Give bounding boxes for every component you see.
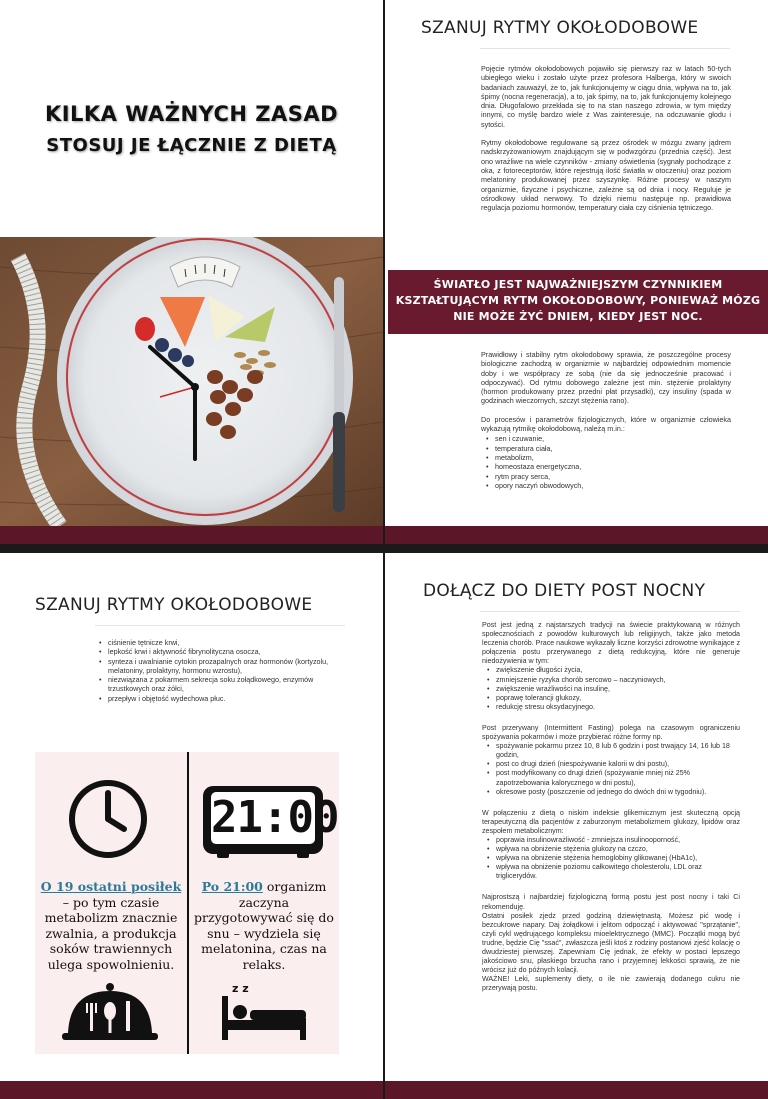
list-item: • poprawia insulinowrażliwość - zmniejsza insulinooporność,	[496, 836, 740, 845]
list-item: • okresowe posty (poszczenie od jednego do dwóch dni w tygodniu).	[496, 788, 740, 797]
digital-clock-icon	[203, 786, 339, 854]
sleep-link[interactable]: Po 21:00	[201, 879, 263, 894]
list-item: • zwiększenie wrażliwości na insulinę,	[496, 685, 740, 694]
important-note: WAŻNE! Leki, suplementy diety, o ile nie zawierają dodanego cukru nie przerywają postu.	[482, 975, 740, 993]
list-item: • lepkość krwi i aktywność fibrynolityczna osocza,	[108, 647, 344, 656]
page-4	[385, 553, 768, 1099]
highlight-banner: ŚWIATŁO JEST NAJWAŻNIEJSZYM CZYNNIKIEM KSZTAŁTUJĄCYM RYTM OKOŁODOBOWY, PONIEWAŻ MÓZG NIE MOŻE ŻYĆ DNIEM, KIEDY JEST NOC.	[388, 270, 768, 334]
paragraph: Rytmy okołodobowe regulowane są przez ośrodek w mózgu zwany jądrem nadskrzyżowaniowym znajdującym się w podwzgórzu (przednia część). Jest ono wrażliwe na wiele czynników - zmiany oświetlenia (sygnały pochodzące z oka, z fotoreceptorów, które rejestrują ilość światła w otoczeniu) oraz poziom melatoniny produkowanej przez szyszynkę. Różne procesy w naszym organizmie, fizyczne i psychiczne, zależne są od dnia i nocy. Reguluje je ośrodkowy układ nerwowy. To dzięki niemu następuje np. prawidłowa regulacja poziomu hormonów, temperatury ciała czy ciśnienia tętniczego.	[481, 138, 731, 213]
digital-clock-time: 21:00	[211, 792, 339, 843]
card-divider	[187, 752, 189, 1054]
list-item: • wpływa na obniżenie poziomu całkowitego cholesterolu, LDL oraz triglicerydów.	[496, 863, 740, 881]
list-item: • spożywanie pokarmu przez 10, 8 lub 6 godzin i post trwający 14, 16 lub 18 godzin,	[496, 742, 740, 760]
list-item: • metabolizm,	[495, 453, 731, 462]
plate-clock-photo	[0, 237, 383, 526]
paragraph: Pojęcie rytmów okołodobowych pojawiło się pierwszy raz w latach 50-tych ubiegłego wieku i zostało użyte przez profesora Halberga, który w swoich badaniach zauważył, że to, jak funkcjonujemy w ciągu dnia, wpływa na to, jak śpimy (nocna regeneracja), a to, jak śpimy, na to, jak funkcjonujemy kolejnego dnia. Długofalowo przekłada się to na stan naszego zdrowia, w tym między innymi, co myślę bardzo wiele z Was zainteresuje, na odczuwanie głodu i sytości.	[481, 64, 731, 129]
footer-band	[385, 526, 768, 544]
zzz-label: z z	[232, 982, 249, 995]
list-item: • niezwiązana z pokarmem sekrecja soku żołądkowego, enzymów trzustkowych oraz żółci,	[108, 675, 344, 694]
list-item: • zwiększenie długości życia,	[496, 666, 740, 675]
footer-band	[0, 526, 383, 544]
body-text	[481, 350, 731, 499]
sleep-text: Po 21:00 organizm zaczyna przygotowywać się do snu – wydziela się melatonina, czas na relaks.	[194, 879, 334, 972]
metabolic-effects-list	[482, 836, 740, 881]
benefits-list	[482, 666, 740, 711]
fasting-forms-list	[482, 742, 740, 797]
list-item: • rytm pracy serca,	[495, 472, 731, 481]
section-heading: SZANUJ RYTMY OKOŁODOBOWE	[35, 595, 313, 615]
list-item: • poprawę tolerancji glukozy,	[496, 694, 740, 703]
page-title-line1: KILKA WAŻNYCH ZASAD	[44, 102, 339, 126]
body-text	[94, 638, 344, 712]
rhythm-list	[481, 434, 731, 490]
page-title-line2: STOSUJ JE ŁĄCZNIE Z DIETĄ	[46, 135, 337, 156]
page-3	[0, 553, 383, 1099]
last-meal-text: O 19 ostatni posiłek – po tym czasie metabolizm znacznie zwalnia, a produkcja soków trawiennych ulega spowolnieniu.	[40, 879, 182, 972]
paragraph: Ostatni posiłek zjedz przed godziną dziewiętnastą. Możesz pić wodę i bezcukrowe napary. Daj żołądkowi i jelitom odpocząć i aktywować "sprzątanie", czyli cykl wędrującego kompleksu mioelektrycznego (MMC). Początki mogą być trudne, będzie Cię "ssać", zwłaszcza jeśli ktoś z rodziny postanowi zjeść kolację o dwudziestej pierwszej. Zapewniam Cię jednak, że efekty w postaci lepszego jakościowo snu, płaskiego brzucha rano i przyjemnej lekkości sprawią, że nie wrócisz już do późnych kolacji.	[482, 911, 740, 975]
list-item: • redukcję stresu oksydacyjnego.	[496, 703, 740, 712]
list-item: • temperatura ciała,	[495, 444, 731, 453]
list-item: • zmniejszenie ryzyka chorób sercowo – naczyniowych,	[496, 676, 740, 685]
body-text	[482, 621, 740, 993]
section-heading: SZANUJ RYTMY OKOŁODOBOWE	[421, 18, 699, 38]
list-item: • przepływ i objętość wydechowa płuc.	[108, 694, 344, 703]
list-item: • homeostaza energetyczna,	[495, 462, 731, 471]
paragraph: Prawidłowy i stabilny rytm okołodobowy sprawia, że poszczególne procesy biologiczne zachodzą w organizmie w najbardziej odpowiednim momencie doby i we współpracy ze sobą (nie da się jednocześnie pracować i odpoczywać). Od rytmu dobowego zależne jest min. stężenie prolaktyny (hormon produkowany przez przedni płat przysadki), czy insuliny (spada w godzinach wieczornych, szczyt stężenia rano).	[481, 350, 731, 406]
list-item: • ciśnienie tętnicze krwi,	[108, 638, 344, 647]
footer-band	[385, 1081, 768, 1099]
paragraph: Do procesów i parametrów fizjologicznych, które w organizmie człowieka wykazują rytmikę okołodobową, należą m.in.:	[481, 414, 731, 434]
heading-divider	[480, 611, 740, 612]
paragraph: Najprostszą i najbardziej fizjologiczną formą postu jest post nocny i taki Ci rekomenduję.	[482, 893, 740, 911]
list-item: • post co drugi dzień (niespożywanie kalorii w dni postu),	[496, 760, 740, 769]
rhythm-list-cont	[94, 638, 344, 703]
paragraph: Post przerywany (Intermittent Fasting) polega na czasowym ograniczeniu spożywania pokarmów i może przybierać różne formy np.	[482, 723, 740, 742]
heading-divider	[95, 625, 345, 626]
clock-icon	[66, 777, 150, 861]
dinner-cloche-icon	[60, 981, 160, 1045]
page-1	[0, 0, 383, 544]
section-heading: DOŁĄCZ DO DIETY POST NOCNY	[423, 581, 706, 601]
footer-band	[0, 1081, 383, 1099]
list-item: • post modyfikowany co drugi dzień (spożywanie mniej niż 25% zapotrzebowania kalorycznego w dni postu),	[496, 769, 740, 787]
list-item: • opory naczyń obwodowych,	[495, 481, 731, 490]
list-item: • wpływa na obniżenie stężenia hemoglobiny glikowanej (HbA1c),	[496, 854, 740, 863]
list-item: • wpływa na obniżenie stężenia glukozy na czczo,	[496, 845, 740, 854]
heading-divider	[480, 48, 730, 49]
list-item: • sen i czuwanie,	[495, 434, 731, 443]
list-item: • synteza i uwalnianie cytokin prozapalnych oraz hormonów (kortyzolu, melatoniny, prolaktyny, hormonu wzrostu),	[108, 657, 344, 676]
last-meal-link[interactable]: O 19 ostatni posiłek	[40, 879, 182, 894]
sleeping-bed-icon	[214, 978, 314, 1044]
paragraph: Post jest jedną z najstarszych tradycji na świecie praktykowaną w różnych społecznościach z powodów kulturowych lub religijnych, także jako metoda leczenia chorób. Prace naukowe wykazały liczne korzyści zdrowotne wynikające z połączenia postu przerywanego z dietą redukcyjną, które nie generuje niedożywienia w tym:	[482, 621, 740, 666]
paragraph: W połączeniu z dietą o niskim indeksie glikemicznym jest skuteczną opcją terapeutyczną dla pacjentów z zaburzonym metabolizmem glukozy, lipidów oraz zespołem metabolicznym:	[482, 808, 740, 835]
intro-text	[481, 64, 731, 221]
